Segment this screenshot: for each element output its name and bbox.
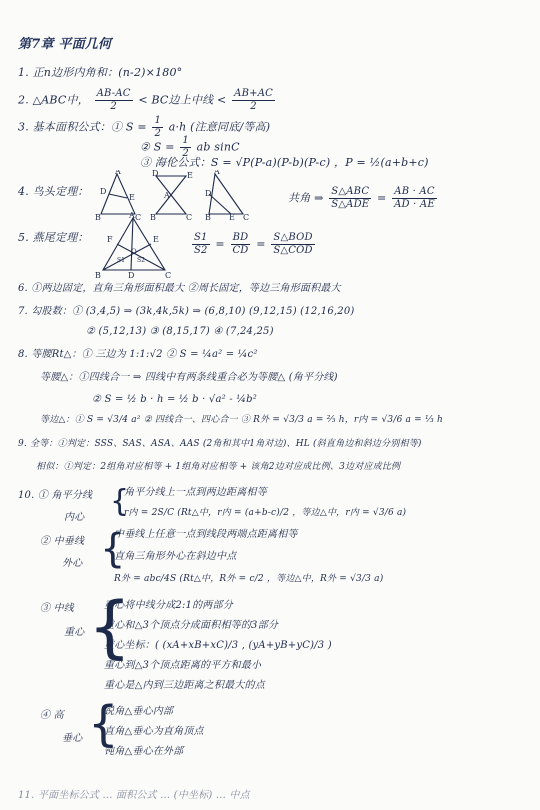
swallow-tail-figure bbox=[95, 212, 173, 278]
item-9b: 相似：①判定：2组角对应相等 + 1组角对应相等 + 该角2边对应成比例、3边对应成比例 bbox=[36, 462, 401, 472]
item-2-prefix: 2. △ABC中， bbox=[18, 93, 89, 107]
item-10-2-c: R外 = abc/4S (Rt△中，R外 = c/2 ，等边△中，R外 = √3/3 a) bbox=[114, 574, 384, 584]
fig1-label-a: A bbox=[115, 170, 121, 176]
item-2-frac-2: $\frac{AB+AC}{2}$ bbox=[234, 88, 273, 112]
item-3a: 3. 基本面积公式：① S = $\frac{1}{2}$ a·h (注意同底/等高) bbox=[18, 115, 271, 139]
page-title: 第7章 平面几何 bbox=[18, 37, 112, 52]
fig3-label-d: D bbox=[205, 189, 212, 198]
item-10-2-b: 直角三角形外心在斜边中点 bbox=[114, 551, 237, 562]
fig3-label-a: A bbox=[214, 170, 220, 176]
item-2 bbox=[18, 88, 277, 113]
item-10-4-b: 直角△垂心为直角顶点 bbox=[104, 726, 204, 737]
fig1-label-c: C bbox=[135, 213, 142, 220]
item-8d: 等边△：① S = √3/4 a² ② 四线合一、四心合一 ③ R外 = √3/3 a = ⅔ h，r内 = √3/6 a = ⅓ h bbox=[40, 415, 443, 425]
item-4-rule: 共角 ⇒ $\frac{\text{S△ABC}}{\text{S△ADE}}$ = $\frac{AB \cdot AC}{AD \cdot AE}$ bbox=[288, 186, 435, 210]
fig4-label-e: E bbox=[153, 235, 159, 244]
fig4-label-f: F bbox=[107, 235, 113, 244]
item-2-mid: < BC边上中线 < bbox=[138, 93, 227, 107]
brace-3: { bbox=[88, 588, 132, 667]
item-7b: ② (5,12,13) ③ (8,15,17) ④ (7,24,25) bbox=[86, 326, 274, 337]
item-10-1-sub: 内心 bbox=[64, 512, 85, 523]
item-6: 6. ①两边固定，直角三角形面积最大 ②周长固定，等边三角形面积最大 bbox=[18, 283, 341, 294]
item-10-3-label: ③ 中线 bbox=[40, 603, 74, 614]
bird-head-figure-3 bbox=[205, 170, 251, 220]
fig4-label-o: O bbox=[131, 248, 137, 256]
item-3c: ③ 海伦公式：S = √P(P-a)(P-b)(P-c) ，P = ½(a+b+c) bbox=[140, 156, 429, 169]
item-11-partial: 11. 平面坐标公式 ... 面积公式 ... (中坐标) ... 中点 bbox=[18, 790, 250, 801]
brace-4: { bbox=[88, 696, 119, 752]
fig4-label-b: B bbox=[95, 271, 101, 278]
item-5-rule: $\frac{S1}{S2}$ = $\frac{BD}{CD}$ = $\frac{\text{S△BOD}}{\text{S△COD}}$ bbox=[194, 232, 313, 256]
item-7a: 7. 勾股数：① (3,4,5) ⇒ (3k,4k,5k) ⇒ (6,8,10) (9,12,15) (12,16,20) bbox=[18, 306, 355, 317]
fig4-label-d: D bbox=[128, 271, 135, 278]
item-10-1-a: 角平分线上一点到两边距离相等 bbox=[124, 487, 267, 498]
item-10-3-d: 重心到△3个顶点距离的平方和最小 bbox=[104, 660, 262, 671]
fig4-label-s2: S2 bbox=[137, 257, 145, 264]
item-10-1-label: 10. ① 角平分线 bbox=[18, 490, 93, 501]
item-10-3-e: 重心是△内到三边距离之积最大的点 bbox=[104, 680, 265, 691]
fig3-label-e: E bbox=[229, 213, 235, 220]
item-4-label: 4. 鸟头定理： bbox=[18, 185, 89, 198]
item-8b: 等腰△：①四线合一 ⇒ 四线中有两条线重合必为等腰△ (角平分线) bbox=[40, 372, 338, 383]
item-10-4-c: 钝角△垂心在外部 bbox=[104, 746, 184, 757]
fig2-label-e: E bbox=[187, 171, 193, 180]
item-10-4-label: ④ 高 bbox=[40, 710, 64, 721]
item-8c: ② S = ½ b · h = ½ b · √a² - ¼b² bbox=[92, 394, 257, 405]
item-9a: 9. 全等：①判定：SSS、SAS、ASA、AAS (2角和其中1角对边)、HL (斜直角边和斜边分别相等) bbox=[18, 439, 422, 449]
item-10-1-b: r内 = 2S/C (Rt△中，r内 = (a+b-c)/2 ，等边△中，r内 = √3/6 a) bbox=[124, 508, 407, 518]
item-10-4-sub: 垂心 bbox=[62, 733, 83, 744]
fig1-label-d: D bbox=[100, 187, 107, 196]
item-10-3-a: 重心将中线分成2:1的两部分 bbox=[104, 600, 233, 611]
fig4-label-c: C bbox=[165, 271, 172, 278]
item-10-3-c: 重心坐标：( (xA+xB+xC)/3 , (yA+yB+yC)/3 ) bbox=[104, 640, 332, 651]
fig1-label-b: B bbox=[95, 213, 101, 220]
fig2-label-c: C bbox=[186, 213, 193, 220]
item-3b: ② S = $\frac{1}{2}$ ab sinC bbox=[140, 135, 240, 159]
item-10-2-a: 中垂线上任意一点到线段两端点距离相等 bbox=[114, 529, 298, 540]
item-10-3-sub: 重心 bbox=[64, 627, 85, 638]
item-1: 1. 正n边形内角和：(n-2)×180° bbox=[18, 66, 183, 79]
fig1-label-e: E bbox=[129, 193, 135, 202]
item-5-label: 5. 燕尾定理： bbox=[18, 231, 89, 244]
fig2-label-a: A bbox=[164, 191, 170, 200]
item-10-3-b: 重心和△3个顶点分成面积相等的3部分 bbox=[104, 620, 279, 631]
fig4-label-s1: S1 bbox=[117, 257, 125, 264]
fig2-label-d: D bbox=[152, 170, 159, 178]
item-10-2-label: ② 中垂线 bbox=[40, 536, 85, 547]
brace-2: { bbox=[100, 526, 126, 572]
brace-1: { bbox=[110, 484, 130, 519]
fig3-label-c: C bbox=[243, 213, 250, 220]
item-8a: 8. 等腰Rt△：① 三边为 1:1:√2 ② S = ¼a² = ¼c² bbox=[18, 349, 258, 360]
item-2-frac-1: $\frac{AB-AC}{2}$ bbox=[96, 88, 131, 112]
item-10-4-a: 锐角△垂心内部 bbox=[104, 706, 174, 717]
fig2-label-b: B bbox=[150, 213, 156, 220]
fig3-label-b: B bbox=[205, 213, 211, 220]
item-10-2-sub: 外心 bbox=[62, 558, 83, 569]
fig4-label-a: A bbox=[129, 212, 135, 220]
